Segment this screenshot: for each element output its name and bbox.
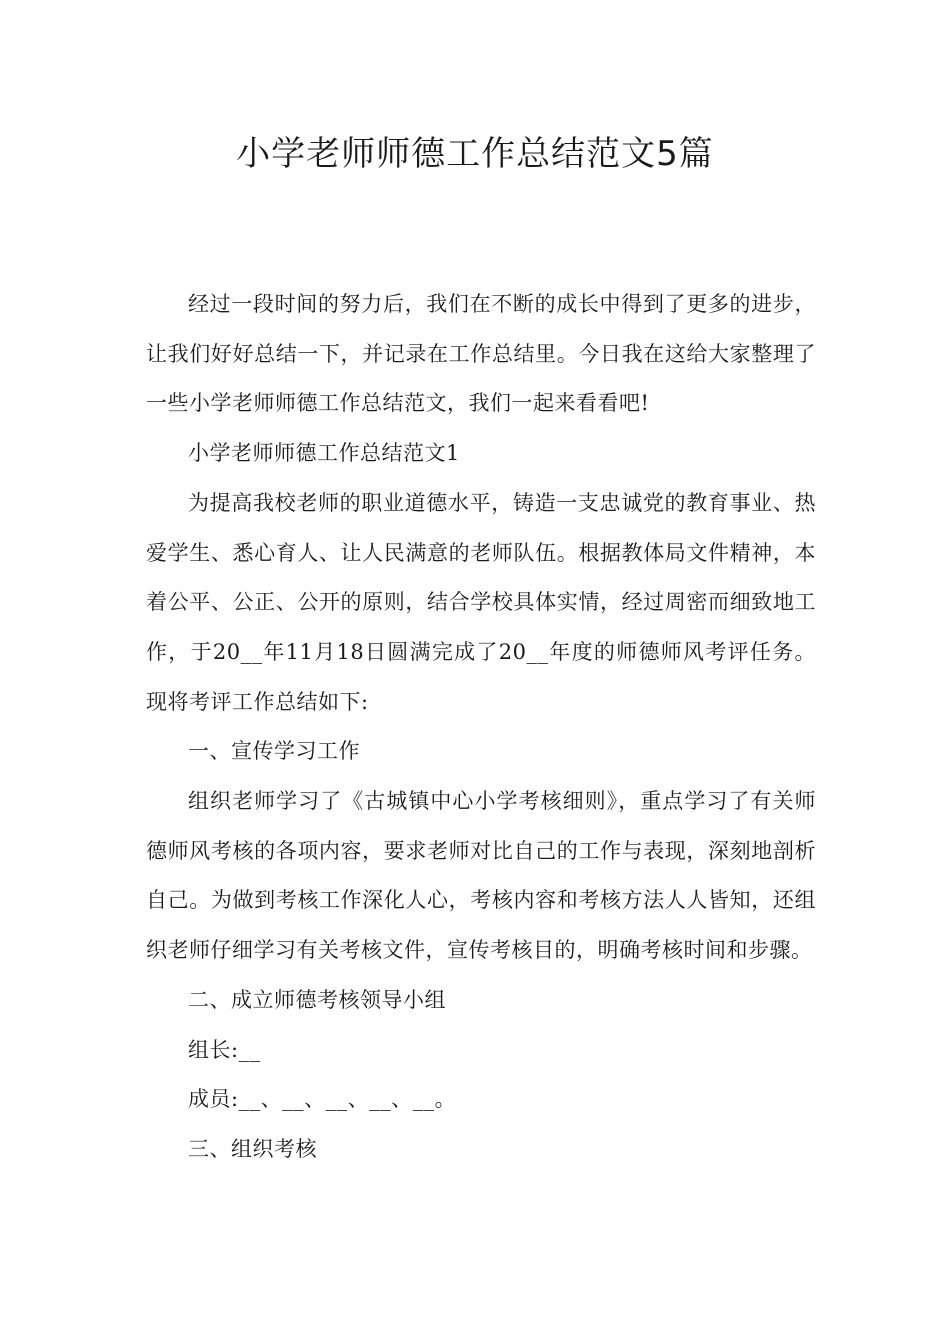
body-paragraph: 为提高我校老师的职业道德水平，铸造一支忠诚党的教育事业、热爱学生、悉心育人、让人民满意的老师队伍。根据教体局文件精神，本着公平、公正、公开的原则，结合学校具体实情，经过周密而细致地工作，于20__年11月18日圆满完成了20__年度的师德师风考评任务。现将考评工作总结如下:: [146, 490, 816, 714]
section-heading: 二、成立师德考核领导小组: [188, 987, 446, 1012]
body-paragraph: 组织老师学习了《古城镇中心小学考核细则》，重点学习了有关师德师风考核的各项内容，要求老师对比自己的工作与表现，深刻地剖析自己。为做到考核工作深化人心，考核内容和考核方法人人皆知，还组织老师仔细学习有关考核文件，宣传考核目的，明确考核时间和步骤。: [146, 789, 816, 963]
section-heading: 小学老师师德工作总结范文1: [188, 441, 460, 466]
intro-paragraph: 经过一段时间的努力后，我们在不断的成长中得到了更多的进步，让我们好好总结一下，并记录在工作总结里。今日我在这给大家整理了一些小学老师师德工作总结范文，我们一起来看看吧!: [146, 292, 816, 416]
list-line: 成员:__、__、__、__、__。: [188, 1087, 457, 1112]
document-title: 小学老师师德工作总结范文5篇: [236, 134, 714, 174]
section-heading: 三、组织考核: [188, 1136, 317, 1161]
section-heading: 一、宣传学习工作: [188, 739, 360, 764]
document-body: [146, 280, 816, 1175]
list-line: 组长:__: [188, 1037, 261, 1062]
